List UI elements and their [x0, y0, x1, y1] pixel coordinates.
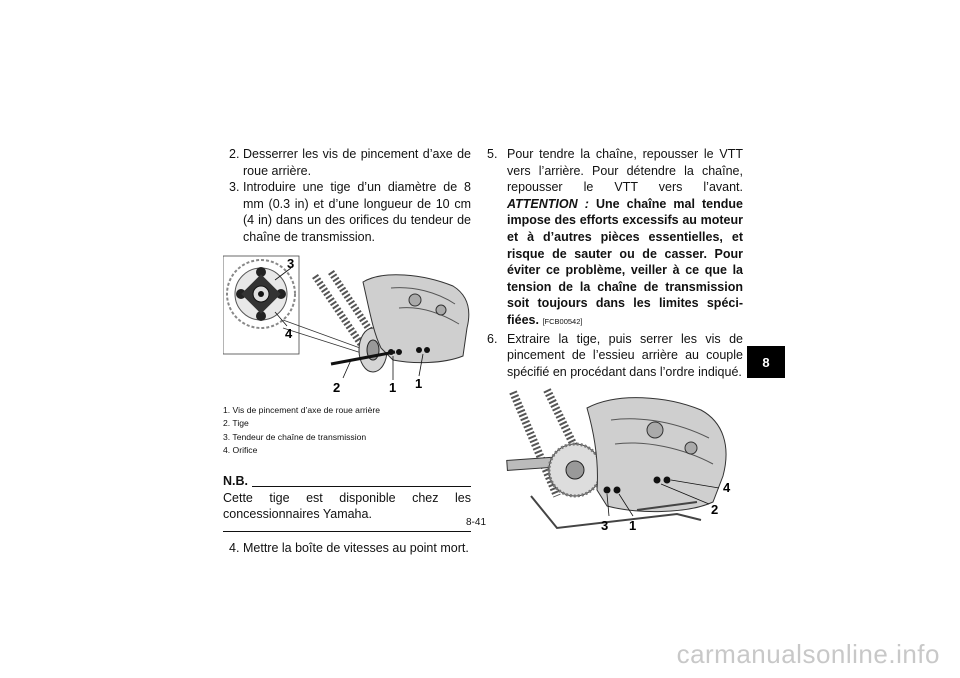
- right-column: [487, 146, 743, 543]
- step-3-text: Introduire une tige d’un diamètre de 8 mm (0.3 in) et d’une longueur de 10 cm (4 in) dans un des orifices du tendeur de chaîne de transmission.: [243, 180, 471, 244]
- step-2: [223, 146, 471, 179]
- figure-chain-tensioner: [223, 252, 471, 403]
- nb-title: N.B.: [223, 473, 248, 488]
- left-column: [223, 146, 471, 556]
- nb-text: Cette tige est disponible chez les concessionnaires Yamaha.: [223, 490, 471, 532]
- attention-warning: Une chaîne mal tendue impose des efforts excessifs au moteur et à d’autres pièces essentielles, et risque de sauter ou de casser. Pour éviter ce problème, veiller à ce que la tension de la chaîne de transmission soit toujours dans les limites spécifiées.: [507, 196, 743, 327]
- step-2-number: 2.: [229, 147, 240, 161]
- figure-captions: [223, 404, 471, 457]
- step-6-number: 6.: [487, 331, 498, 346]
- caption-4: 4. Orifice: [223, 444, 258, 455]
- figure-axle-bolts-drawing: [487, 386, 743, 536]
- step-2-text: Desserrer les vis de pincement d’axe de roue arrière.: [243, 147, 471, 178]
- warning-code: [FCB00542]: [542, 316, 583, 326]
- figure-chain-tensioner-drawing: [223, 252, 471, 398]
- caption-3: 3. Tendeur de chaîne de transmission: [223, 431, 367, 442]
- watermark: carmanualsonline.info: [676, 639, 940, 669]
- step-3-number: 3.: [229, 180, 240, 195]
- step-6: [487, 331, 743, 381]
- step-3: [223, 179, 471, 245]
- nb-rule: [252, 486, 471, 487]
- figure1-callout-3: 3: [287, 255, 295, 271]
- step-4-text: Mettre la boîte de vitesses au point mort.: [243, 540, 469, 555]
- figure2-callout-3: 3: [601, 518, 609, 534]
- figure1-callout-4: 4: [285, 325, 293, 341]
- attention-label: ATTENTION :: [507, 196, 589, 211]
- step-4-number: 4.: [229, 540, 240, 555]
- step-6-text: Extraire la tige, puis serrer les vis de pincement de l’essieu arrière au couple spécifié en procédant dans l’ordre indiqué.: [507, 331, 743, 379]
- figure1-callout-1a: 1: [389, 379, 397, 395]
- figure2-callout-4: 4: [723, 480, 731, 496]
- step-4: [223, 540, 471, 557]
- figure-axle-bolts: [487, 386, 743, 541]
- caption-2: 2. Tige: [223, 418, 249, 429]
- figure2-callout-2: 2: [711, 502, 719, 518]
- figure1-callout-1b: 1: [415, 375, 423, 391]
- page-number: 8-41: [466, 517, 487, 528]
- figure2-callout-1: 1: [629, 518, 637, 534]
- step-5: [487, 146, 743, 331]
- caption-1: 1. Vis de pincement d’axe de roue arrière: [223, 405, 381, 416]
- step-5-text: Pour tendre la chaîne, repousser le VTT vers l’arrière. Pour détendre la chaîne, repousser le VTT vers l’avant.: [507, 147, 743, 195]
- step-5-number: 5.: [487, 147, 498, 161]
- nb-heading: [223, 473, 471, 490]
- chapter-tab: 8: [747, 346, 785, 378]
- figure1-callout-2: 2: [333, 379, 341, 395]
